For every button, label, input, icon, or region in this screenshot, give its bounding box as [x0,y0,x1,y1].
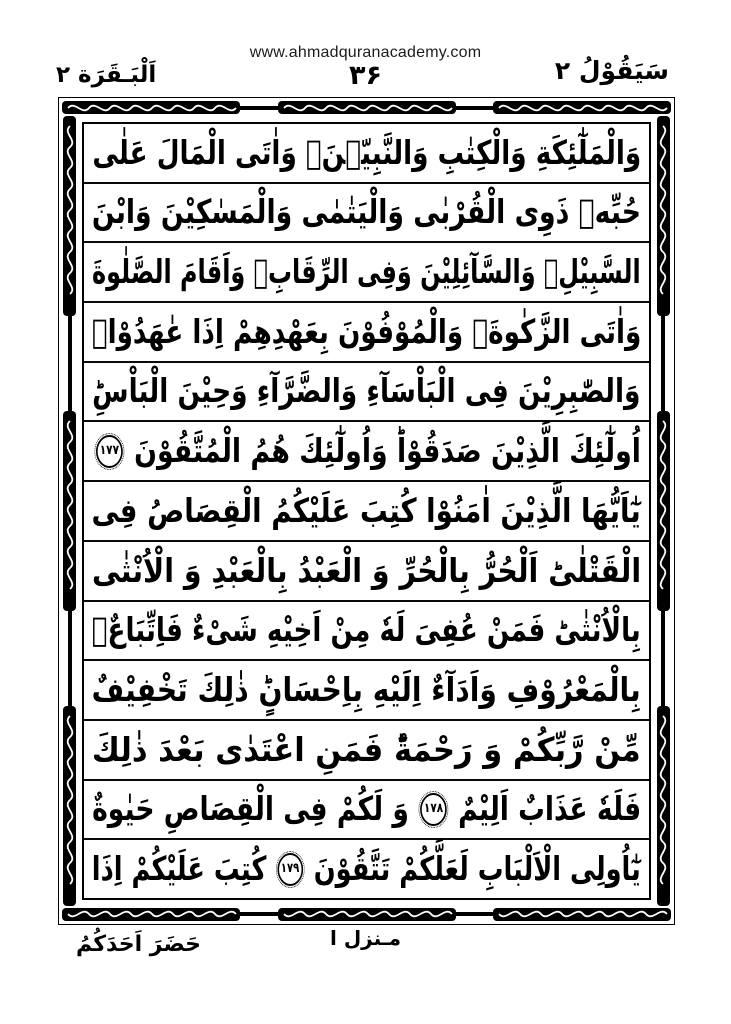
surah-label: اَلْبَـقَرَة ۲ [56,62,157,88]
quran-line [92,254,641,290]
ayah-number-badge: ۱۷۸ [420,793,447,826]
ayah-text: حُبِّهٖ ذَوِى الْقُرْبٰى وَالْيَتٰمٰى وَالْمَسٰكِيْنَ وَابْنَ [91,192,642,232]
ayah-text: بِالْاُنْثٰىؕ فَمَنْ عُفِىَ لَهٗ مِنْ اَخِيْهِ شَىْءٌ فَاِتِّبَاعٌۢ [92,610,641,650]
ornamental-border-bottom [62,906,671,922]
ayah-text: وَالْمَلٰٓئِكَةِ وَالْكِتٰبِ وَالنَّبِيّٖنَۚ وَاٰتَى الْمَالَ عَلٰى [92,132,641,172]
quran-line-row [84,422,649,482]
ornamental-border-right [655,116,671,906]
quran-line-row [84,542,649,602]
quran-line [92,729,641,769]
manzil-label: مـنزل ا [330,926,401,950]
page-number: ۳۶ [349,60,382,91]
quran-line [92,612,641,648]
ayah-text: مِّنْ رَّبِّكُمْ وَ رَحْمَةٌؕ فَمَنِ اعْتَدٰى بَعْدَ ذٰلِكَ [92,729,641,769]
quran-line [92,132,641,172]
quran-line [91,550,642,590]
ayah-text: وَ لَكُمْ فِى الْقِصَاصِ حَيٰوةٌ [91,789,409,829]
ayah-text: يٰٓاَيُّهَا الَّذِيْنَ اٰمَنُوْا كُتِبَ عَلَيْكُمُ الْقِصَاصُ فِى [91,490,642,530]
website-url: www.ahmadquranacademy.com [249,44,482,61]
ayah-number-badge: ۱۷۹ [277,853,303,886]
ayah-text: وَاٰتَى الزَّكٰوةَۚ وَالْمُوْفُوْنَ بِعَهْدِهِمْ اِذَا عٰهَدُوْاۚ [91,311,642,351]
ayah-text: فَلَهٗ عَذَابٌ اَلِيْمٌ [457,789,642,829]
quran-line-row [84,661,649,721]
quran-line-row [84,482,649,542]
ornamental-border-top [62,100,671,116]
quran-text-block [82,122,651,900]
quran-line-row [84,840,649,898]
quran-frame [62,100,671,922]
quran-line-row [84,721,649,781]
ayah-text: بِالْمَعْرُوْفِ وَاَدَآءٌ اِلَيْهِ بِاِحْسَانٍؕ ذٰلِكَ تَخْفِيْفٌ [92,669,641,709]
ayah-text: الْقَتْلٰىؕ اَلْحُرُّ بِالْحُرِّ وَ الْعَبْدُ بِالْعَبْدِ وَ الْاُنْثٰى [91,550,642,590]
quran-line-row [84,303,649,363]
quran-line [92,194,641,230]
ayah-text: اُولٰٓئِكَ الَّذِيْنَ صَدَقُوْاؕ وَاُولٰٓئِكَ هُمُ الْمُتَّقُوْنَ [134,431,641,471]
quran-line [92,373,640,409]
quran-line [92,848,641,888]
ayah-text: السَّبِيْلِۙ وَالسَّآئِلِيْنَ وَفِى الرِّقَابِۚ وَاَقَامَ الصَّلٰوةَ [92,252,641,292]
quran-line-row [84,124,649,184]
quran-line [91,311,642,351]
quran-line-row [84,184,649,244]
juz-label: سَيَقُوْلُ ۲ [554,56,669,85]
quran-line-row [84,602,649,662]
ayah-text: وَالصّٰبِرِيْنَ فِى الْبَاْسَآءِ وَالضَّرَّآءِ وَحِيْنَ الْبَاْسِؕ [92,371,641,411]
ornamental-border-left [62,116,78,906]
quran-line-row [84,363,649,423]
quran-line [91,490,642,530]
quran-line [92,791,641,827]
ayah-number-badge: ۱۷۷ [96,435,123,468]
quran-line-row [84,243,649,303]
quran-line [92,669,641,709]
ayah-text: كُتِبَ عَلَيْكُمْ اِذَا [92,848,267,888]
quran-line [92,433,641,469]
ayah-text: يٰٓاُولِى الْاَلْبَابِ لَعَلَّكُمْ تَتَّقُوْنَ [313,848,641,888]
quran-line-row [84,781,649,841]
catchword: حَضَرَ اَحَدَكُمُ [76,932,202,957]
